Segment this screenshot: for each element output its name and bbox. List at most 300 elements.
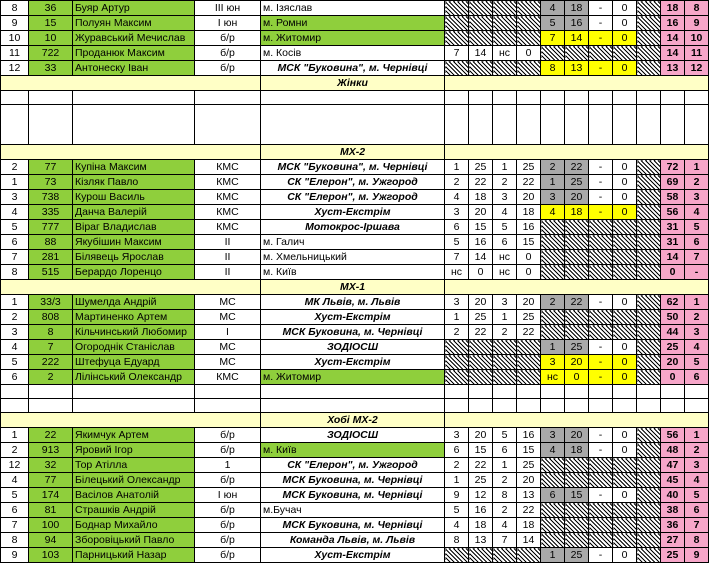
hatched-cell <box>469 355 493 370</box>
race1-cell: 15 <box>517 235 541 250</box>
final-place-cell: 6 <box>685 235 709 250</box>
empty-cell <box>73 399 195 413</box>
empty-cell <box>541 91 565 105</box>
hatched-cell <box>637 190 661 205</box>
section-spacer <box>1 76 261 91</box>
category-cell: II <box>195 250 261 265</box>
rider-number-cell: 335 <box>29 205 73 220</box>
place-cell: 5 <box>1 220 29 235</box>
category-cell: I юн <box>195 16 261 31</box>
final-place-cell: 12 <box>685 61 709 76</box>
rider-name-cell: Кізляк Павло <box>73 175 195 190</box>
race1-cell: 18 <box>469 190 493 205</box>
hatched-cell <box>637 46 661 61</box>
section-spacer <box>1 413 261 428</box>
rider-name-cell: Якимчук Артем <box>73 428 195 443</box>
empty-cell <box>261 399 445 413</box>
rider-number-cell: 33 <box>29 61 73 76</box>
blank-row <box>1 105 709 145</box>
race2-cell: 3 <box>541 428 565 443</box>
hatched-cell <box>517 31 541 46</box>
rider-name-cell: Білецький Олександр <box>73 473 195 488</box>
race1-cell: 18 <box>517 205 541 220</box>
final-place-cell: 11 <box>685 46 709 61</box>
hatched-cell <box>565 235 589 250</box>
race1-cell: 22 <box>469 325 493 340</box>
hatched-cell <box>565 533 589 548</box>
hatched-cell <box>589 265 613 280</box>
rider-number-cell: 10 <box>29 31 73 46</box>
hatched-cell <box>565 325 589 340</box>
race1-cell: 0 <box>469 265 493 280</box>
place-cell: 2 <box>1 160 29 175</box>
empty-cell <box>661 399 685 413</box>
hatched-cell <box>613 310 637 325</box>
final-place-cell: 3 <box>685 458 709 473</box>
empty-cell <box>29 385 73 399</box>
hatched-cell <box>541 473 565 488</box>
total-points-cell: 25 <box>661 548 685 563</box>
club-cell: м. Галич <box>261 235 445 250</box>
hatched-cell <box>541 533 565 548</box>
race1-cell: 16 <box>469 235 493 250</box>
race2-cell: - <box>589 340 613 355</box>
race1-cell: 6 <box>445 443 469 458</box>
place-cell: 6 <box>1 370 29 385</box>
table-row <box>1 220 709 235</box>
race2-cell: 7 <box>541 31 565 46</box>
race1-cell: 7 <box>493 533 517 548</box>
table-row <box>1 533 709 548</box>
hatched-cell <box>589 503 613 518</box>
hatched-cell <box>613 458 637 473</box>
hatched-cell <box>637 503 661 518</box>
race1-cell: 20 <box>517 473 541 488</box>
hatched-cell <box>565 518 589 533</box>
total-points-cell: 31 <box>661 220 685 235</box>
total-points-cell: 0 <box>661 265 685 280</box>
race1-cell: 8 <box>493 488 517 503</box>
race1-cell: 16 <box>469 503 493 518</box>
rider-name-cell: Тор Атілла <box>73 458 195 473</box>
final-place-cell: 6 <box>685 370 709 385</box>
race2-cell: 1 <box>541 340 565 355</box>
race2-cell: - <box>589 443 613 458</box>
race2-cell: 0 <box>613 31 637 46</box>
rider-number-cell: 777 <box>29 220 73 235</box>
hatched-cell <box>541 503 565 518</box>
race2-cell: 0 <box>613 355 637 370</box>
race1-cell: 14 <box>469 46 493 61</box>
total-points-cell: 72 <box>661 160 685 175</box>
empty-cell <box>565 105 589 145</box>
race2-cell: 1 <box>541 548 565 563</box>
empty-cell <box>445 399 469 413</box>
race2-cell: - <box>589 190 613 205</box>
rider-number-cell: 77 <box>29 160 73 175</box>
section-title: Жінки <box>261 76 445 91</box>
race1-cell: 25 <box>517 458 541 473</box>
category-cell: б/р <box>195 61 261 76</box>
table-row <box>1 235 709 250</box>
club-cell: МСК Буковина, м. Чернівці <box>261 488 445 503</box>
hatched-cell <box>565 220 589 235</box>
place-cell: 8 <box>1 1 29 16</box>
rider-name-cell: Яровий Ігор <box>73 443 195 458</box>
final-place-cell: 5 <box>685 355 709 370</box>
club-cell: МСК "Буковина", м. Чернівці <box>261 160 445 175</box>
club-cell: СК "Елерон", м. Ужгород <box>261 458 445 473</box>
hatched-cell <box>517 340 541 355</box>
total-points-cell: 48 <box>661 443 685 458</box>
hatched-cell <box>589 473 613 488</box>
race1-cell: 7 <box>445 46 469 61</box>
place-cell: 3 <box>1 325 29 340</box>
table-row <box>1 160 709 175</box>
race1-cell: 6 <box>493 235 517 250</box>
race1-cell: 25 <box>469 160 493 175</box>
club-cell: СК "Елерон", м. Ужгород <box>261 190 445 205</box>
total-points-cell: 38 <box>661 503 685 518</box>
category-cell: б/р <box>195 428 261 443</box>
race2-cell: - <box>589 488 613 503</box>
empty-cell <box>589 105 613 145</box>
section-title: MX-1 <box>261 280 445 295</box>
total-points-cell: 18 <box>661 1 685 16</box>
hatched-cell <box>517 370 541 385</box>
total-points-cell: 14 <box>661 31 685 46</box>
hatched-cell <box>541 518 565 533</box>
race2-cell: 2 <box>541 160 565 175</box>
place-cell: 5 <box>1 488 29 503</box>
race1-cell: 5 <box>493 220 517 235</box>
category-cell: II <box>195 235 261 250</box>
rider-name-cell: Якубішин Максим <box>73 235 195 250</box>
empty-cell <box>493 399 517 413</box>
total-points-cell: 56 <box>661 205 685 220</box>
final-place-cell: 7 <box>685 250 709 265</box>
empty-cell <box>493 91 517 105</box>
race2-cell: 0 <box>613 295 637 310</box>
rider-name-cell: Лілінський Олександр <box>73 370 195 385</box>
total-points-cell: 40 <box>661 488 685 503</box>
hatched-cell <box>541 458 565 473</box>
race1-cell: 1 <box>493 458 517 473</box>
hatched-cell <box>637 518 661 533</box>
place-cell: 12 <box>1 458 29 473</box>
race2-cell: 0 <box>613 428 637 443</box>
empty-cell <box>73 385 195 399</box>
empty-cell <box>589 385 613 399</box>
hatched-cell <box>493 355 517 370</box>
hatched-cell <box>589 250 613 265</box>
club-cell: СК "Елерон", м. Ужгород <box>261 175 445 190</box>
table-row <box>1 310 709 325</box>
final-place-cell: 5 <box>685 220 709 235</box>
category-cell: КМС <box>195 175 261 190</box>
race1-cell: 4 <box>493 518 517 533</box>
hatched-cell <box>445 340 469 355</box>
race1-cell: 20 <box>469 205 493 220</box>
section-spacer <box>1 280 261 295</box>
empty-cell <box>685 385 709 399</box>
total-points-cell: 14 <box>661 250 685 265</box>
race1-cell: 3 <box>493 295 517 310</box>
hatched-cell <box>637 473 661 488</box>
blank-row <box>1 385 709 399</box>
section-title: MX-2 <box>261 145 445 160</box>
empty-cell <box>1 385 29 399</box>
club-cell: ЗОДІОСШ <box>261 428 445 443</box>
race1-cell: нс <box>445 265 469 280</box>
place-cell: 8 <box>1 265 29 280</box>
total-points-cell: 36 <box>661 518 685 533</box>
empty-cell <box>73 105 195 145</box>
race1-cell: 20 <box>469 295 493 310</box>
final-place-cell: 6 <box>685 503 709 518</box>
hatched-cell <box>565 250 589 265</box>
table-row <box>1 175 709 190</box>
total-points-cell: 31 <box>661 235 685 250</box>
place-cell: 3 <box>1 190 29 205</box>
table-row <box>1 31 709 46</box>
empty-cell <box>541 385 565 399</box>
place-cell: 8 <box>1 533 29 548</box>
club-cell: МСК Буковина, м. Чернівці <box>261 325 445 340</box>
table-row <box>1 265 709 280</box>
category-cell: б/р <box>195 443 261 458</box>
hatched-cell <box>493 370 517 385</box>
category-cell: б/р <box>195 46 261 61</box>
final-place-cell: 10 <box>685 31 709 46</box>
table-row <box>1 46 709 61</box>
empty-cell <box>517 399 541 413</box>
race1-cell: 15 <box>469 220 493 235</box>
race2-cell: - <box>589 205 613 220</box>
section-header <box>1 413 709 428</box>
hatched-cell <box>613 220 637 235</box>
final-place-cell: 4 <box>685 340 709 355</box>
rider-name-cell: Мартиненко Артем <box>73 310 195 325</box>
total-points-cell: 50 <box>661 310 685 325</box>
rider-name-cell: Антонеску Іван <box>73 61 195 76</box>
hatched-cell <box>589 533 613 548</box>
race2-cell: нс <box>541 370 565 385</box>
rider-number-cell: 2 <box>29 370 73 385</box>
hatched-cell <box>613 235 637 250</box>
final-place-cell: 9 <box>685 16 709 31</box>
final-place-cell: 4 <box>685 205 709 220</box>
race1-cell: нс <box>493 265 517 280</box>
rider-name-cell: Купіна Максим <box>73 160 195 175</box>
table-row <box>1 61 709 76</box>
rider-name-cell: Данча Валерій <box>73 205 195 220</box>
final-place-cell: 5 <box>685 488 709 503</box>
empty-cell <box>29 91 73 105</box>
club-cell: Хуст-Екстрім <box>261 205 445 220</box>
race1-cell: 16 <box>517 428 541 443</box>
race2-cell: 0 <box>613 443 637 458</box>
hatched-cell <box>493 31 517 46</box>
race2-cell: - <box>589 428 613 443</box>
race2-cell: 1 <box>541 175 565 190</box>
hatched-cell <box>565 265 589 280</box>
club-cell: МК Львів, м. Львів <box>261 295 445 310</box>
race2-cell: - <box>589 355 613 370</box>
race2-cell: 16 <box>565 16 589 31</box>
empty-cell <box>1 399 29 413</box>
race1-cell: 22 <box>469 458 493 473</box>
hatched-cell <box>565 46 589 61</box>
final-place-cell: 4 <box>685 473 709 488</box>
race1-cell: 12 <box>469 488 493 503</box>
rider-name-cell: Зборовіцький Павло <box>73 533 195 548</box>
club-cell: м.Бучач <box>261 503 445 518</box>
section-title: Хобі MX-2 <box>261 413 445 428</box>
section-spacer <box>445 413 709 428</box>
total-points-cell: 45 <box>661 473 685 488</box>
rider-number-cell: 33/3 <box>29 295 73 310</box>
empty-cell <box>517 105 541 145</box>
race2-cell: - <box>589 370 613 385</box>
rider-number-cell: 515 <box>29 265 73 280</box>
empty-cell <box>1 105 29 145</box>
rider-number-cell: 222 <box>29 355 73 370</box>
hatched-cell <box>637 458 661 473</box>
hatched-cell <box>637 428 661 443</box>
club-cell: МСК "Буковина", м. Чернівці <box>261 61 445 76</box>
category-cell: б/р <box>195 473 261 488</box>
race2-cell: 0 <box>613 61 637 76</box>
place-cell: 2 <box>1 443 29 458</box>
table-row <box>1 428 709 443</box>
race2-cell: - <box>589 61 613 76</box>
empty-cell <box>661 91 685 105</box>
section-spacer <box>1 145 261 160</box>
club-cell: МСК Буковина, м. Чернівці <box>261 473 445 488</box>
place-cell: 9 <box>1 16 29 31</box>
race2-cell: 2 <box>541 295 565 310</box>
club-cell: м. Київ <box>261 265 445 280</box>
race2-cell: - <box>589 31 613 46</box>
hatched-cell <box>445 370 469 385</box>
rider-number-cell: 81 <box>29 503 73 518</box>
race1-cell: 5 <box>445 503 469 518</box>
race2-cell: 4 <box>541 205 565 220</box>
hatched-cell <box>469 548 493 563</box>
race2-cell: 0 <box>565 370 589 385</box>
race1-cell: 25 <box>469 473 493 488</box>
blank-row <box>1 399 709 413</box>
category-cell: МС <box>195 295 261 310</box>
place-cell: 1 <box>1 175 29 190</box>
category-cell: II <box>195 265 261 280</box>
race1-cell: 15 <box>517 443 541 458</box>
hatched-cell <box>565 310 589 325</box>
empty-cell <box>589 399 613 413</box>
race1-cell: 22 <box>517 503 541 518</box>
race2-cell: 25 <box>565 548 589 563</box>
hatched-cell <box>589 235 613 250</box>
empty-cell <box>493 385 517 399</box>
category-cell: КМС <box>195 220 261 235</box>
race2-cell: 0 <box>613 16 637 31</box>
empty-cell <box>469 105 493 145</box>
hatched-cell <box>517 1 541 16</box>
table-row <box>1 250 709 265</box>
total-points-cell: 14 <box>661 46 685 61</box>
race1-cell: 14 <box>517 533 541 548</box>
category-cell: III юн <box>195 1 261 16</box>
empty-cell <box>73 91 195 105</box>
place-cell: 1 <box>1 428 29 443</box>
hatched-cell <box>637 175 661 190</box>
rider-name-cell: Боднар Михайло <box>73 518 195 533</box>
club-cell: м. Хмельницький <box>261 250 445 265</box>
race2-cell: 0 <box>613 548 637 563</box>
final-place-cell: 7 <box>685 518 709 533</box>
race1-cell: 22 <box>469 175 493 190</box>
place-cell: 2 <box>1 310 29 325</box>
hatched-cell <box>541 310 565 325</box>
race2-cell: 4 <box>541 1 565 16</box>
table-row <box>1 355 709 370</box>
race1-cell: 0 <box>517 265 541 280</box>
hatched-cell <box>493 548 517 563</box>
rider-name-cell: Страшків Андрій <box>73 503 195 518</box>
hatched-cell <box>541 46 565 61</box>
table-row <box>1 443 709 458</box>
race1-cell: нс <box>493 250 517 265</box>
total-points-cell: 62 <box>661 295 685 310</box>
rider-name-cell: Васілов Анатолій <box>73 488 195 503</box>
hatched-cell <box>637 265 661 280</box>
table-row <box>1 325 709 340</box>
table-row <box>1 458 709 473</box>
total-points-cell: 27 <box>661 533 685 548</box>
hatched-cell <box>589 220 613 235</box>
empty-cell <box>661 385 685 399</box>
race1-cell: 4 <box>445 518 469 533</box>
race2-cell: 0 <box>613 340 637 355</box>
empty-cell <box>1 91 29 105</box>
table-row <box>1 488 709 503</box>
category-cell: 1 <box>195 458 261 473</box>
empty-cell <box>493 105 517 145</box>
race1-cell: 0 <box>517 250 541 265</box>
hatched-cell <box>565 458 589 473</box>
rider-number-cell: 32 <box>29 458 73 473</box>
place-cell: 5 <box>1 355 29 370</box>
race1-cell: нс <box>493 46 517 61</box>
hatched-cell <box>637 443 661 458</box>
hatched-cell <box>517 61 541 76</box>
race1-cell: 4 <box>493 205 517 220</box>
category-cell: I юн <box>195 488 261 503</box>
hatched-cell <box>637 16 661 31</box>
race2-cell: 3 <box>541 190 565 205</box>
hatched-cell <box>469 370 493 385</box>
table-row <box>1 340 709 355</box>
race2-cell: 20 <box>565 428 589 443</box>
race2-cell: - <box>589 160 613 175</box>
race1-cell: 3 <box>445 428 469 443</box>
club-cell: м. Київ <box>261 443 445 458</box>
rider-number-cell: 722 <box>29 46 73 61</box>
race2-cell: 18 <box>565 205 589 220</box>
empty-cell <box>261 385 445 399</box>
hatched-cell <box>565 503 589 518</box>
